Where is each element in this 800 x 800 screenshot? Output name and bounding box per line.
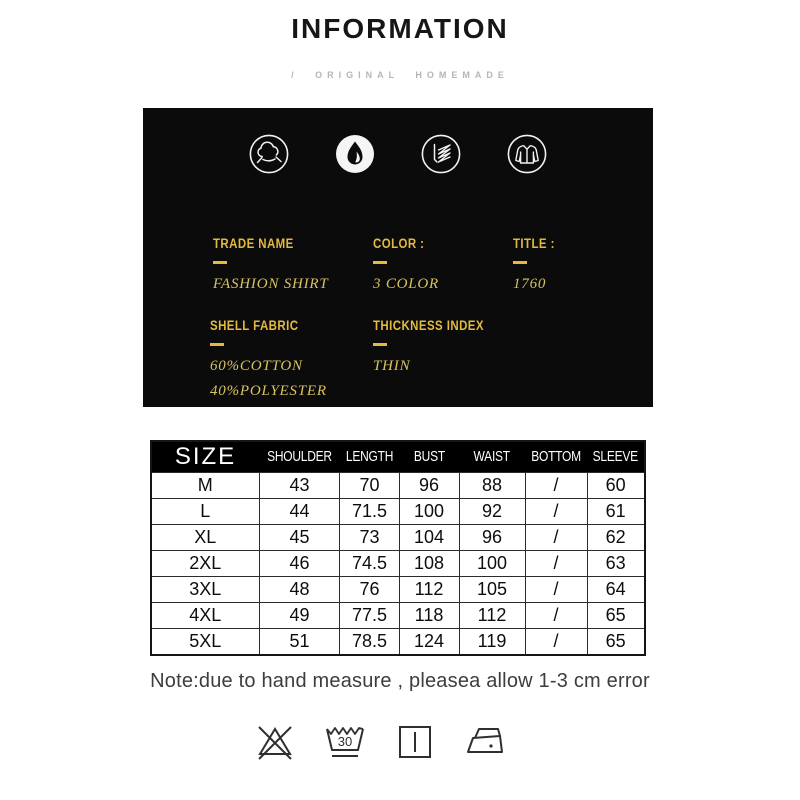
cell: / (525, 473, 587, 499)
do-not-bleach-icon (252, 719, 298, 765)
cell: 44 (259, 499, 340, 525)
cell: 119 (459, 629, 525, 656)
column-header-label: BUST (413, 448, 445, 465)
wash-30-icon (322, 719, 368, 765)
info-panel (143, 108, 653, 407)
size-table-header-row (151, 441, 645, 473)
cell: 65 (587, 603, 645, 629)
cell: 124 (399, 629, 459, 656)
cell: / (525, 603, 587, 629)
field-label: COLOR : (373, 236, 425, 251)
cell: 112 (399, 577, 459, 603)
cell: 4XL (151, 603, 259, 629)
cell: / (525, 577, 587, 603)
cell: 77.5 (340, 603, 399, 629)
cotton-icon (249, 134, 289, 174)
cell: 5XL (151, 629, 259, 656)
table-row-4xl (151, 603, 645, 629)
field-shell-fabric (210, 318, 327, 404)
field-value: 40%POLYESTER (210, 383, 327, 399)
table-row-2xl (151, 551, 645, 577)
cell: / (525, 629, 587, 656)
cell: 49 (259, 603, 340, 629)
cell: 88 (459, 473, 525, 499)
measure-note: Note:due to hand measure , pleasea allow 1-3 cm error (150, 670, 650, 692)
cell: XL (151, 525, 259, 551)
size-table (150, 440, 646, 656)
cell: 112 (459, 603, 525, 629)
cell: / (525, 525, 587, 551)
cell: 92 (459, 499, 525, 525)
field-label: TRADE NAME (213, 236, 294, 251)
cell: 48 (259, 577, 340, 603)
column-header-waist (459, 441, 525, 473)
fabric-texture-icon (421, 134, 461, 174)
table-row-l (151, 499, 645, 525)
cell: 74.5 (340, 551, 399, 577)
cell: / (525, 551, 587, 577)
table-row-5xl (151, 629, 645, 656)
cell: 76 (340, 577, 399, 603)
cell: 60 (587, 473, 645, 499)
column-header-label: LENGTH (345, 448, 394, 465)
cell: 96 (459, 525, 525, 551)
field-value: THIN (373, 358, 411, 374)
column-header-label: SHOULDER (267, 448, 332, 465)
cell: 100 (399, 499, 459, 525)
cell: 61 (587, 499, 645, 525)
column-header-label: WAIST (473, 448, 511, 465)
drip-dry-icon (392, 719, 438, 765)
field-title (513, 236, 562, 297)
cell: 100 (459, 551, 525, 577)
column-header-label: BOTTOM (531, 448, 581, 465)
cell: M (151, 473, 259, 499)
cell: 43 (259, 473, 340, 499)
column-header-bust (399, 441, 459, 473)
flame-icon (335, 134, 375, 174)
cell: 45 (259, 525, 340, 551)
cell: 63 (587, 551, 645, 577)
cell: L (151, 499, 259, 525)
field-label: THICKNESS INDEX (373, 318, 484, 333)
column-header-size: SIZE (151, 441, 259, 473)
field-value: FASHION SHIRT (213, 276, 329, 292)
cell: 78.5 (340, 629, 399, 656)
cell: 71.5 (340, 499, 399, 525)
cell: 118 (399, 603, 459, 629)
feature-icons-row (143, 134, 653, 174)
iron-low-icon (462, 719, 508, 765)
column-header-length (340, 441, 399, 473)
table-row-3xl (151, 577, 645, 603)
cell: 64 (587, 577, 645, 603)
gold-dash (373, 261, 387, 264)
jacket-icon (507, 134, 547, 174)
column-header-label: SLEEVE (592, 448, 639, 465)
gold-dash (210, 343, 224, 346)
care-icons-row (0, 719, 780, 765)
page-title: INFORMATION (291, 13, 509, 44)
page-subtitle: / ORIGINAL HOMEMADE (291, 70, 509, 80)
column-header-shoulder (259, 441, 340, 473)
cell: 96 (399, 473, 459, 499)
cell: 70 (340, 473, 399, 499)
field-trade-name (213, 236, 329, 297)
cell: / (525, 499, 587, 525)
field-value: 3 COLOR (373, 276, 440, 292)
field-color (373, 236, 439, 297)
cell: 104 (399, 525, 459, 551)
cell: 3XL (151, 577, 259, 603)
column-header-bottom (525, 441, 587, 473)
field-thickness-index (373, 318, 504, 379)
cell: 51 (259, 629, 340, 656)
cell: 46 (259, 551, 340, 577)
cell: 62 (587, 525, 645, 551)
column-header-sleeve (587, 441, 645, 473)
gold-dash (513, 261, 527, 264)
cell: 73 (340, 525, 399, 551)
gold-dash (213, 261, 227, 264)
field-label: TITLE : (513, 236, 555, 251)
wash-temp-label: 30 (337, 734, 353, 749)
field-value: 60%COTTON (210, 358, 303, 374)
cell: 65 (587, 629, 645, 656)
field-value: 1760 (513, 276, 547, 292)
table-row-m (151, 473, 645, 499)
cell: 105 (459, 577, 525, 603)
gold-dash (373, 343, 387, 346)
table-row-xl (151, 525, 645, 551)
cell: 2XL (151, 551, 259, 577)
field-label: SHELL FABRIC (210, 318, 299, 333)
cell: 108 (399, 551, 459, 577)
